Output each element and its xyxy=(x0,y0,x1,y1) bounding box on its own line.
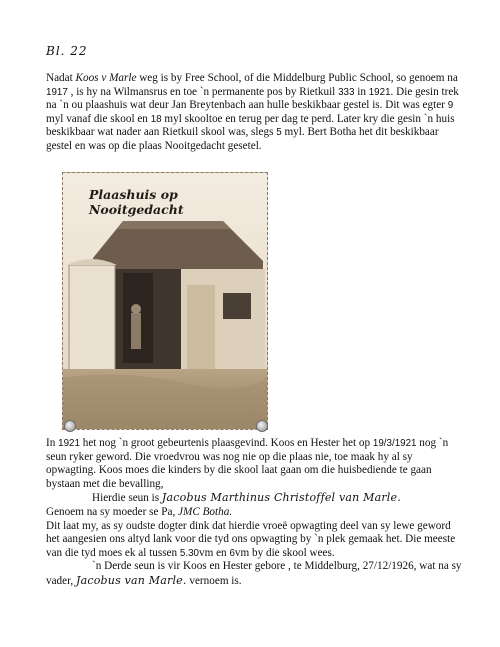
text: myl vanaf die skool en xyxy=(46,112,151,125)
text: Nadat xyxy=(46,72,76,84)
number: 333 xyxy=(338,86,355,98)
page-heading: Bl. 22 xyxy=(46,44,88,58)
year: 1921 xyxy=(368,86,391,98)
paragraph-1 xyxy=(46,72,464,154)
text: vernoem is. xyxy=(186,574,242,587)
paragraph-2 xyxy=(46,437,464,589)
script-name: Jacobus Marthinus Christoffel van Marle. xyxy=(161,491,401,505)
time: 6 xyxy=(229,547,235,559)
text: in xyxy=(354,85,369,98)
text: `n Derde seun is vir Koos en Hester gebore , te Middelburg, 27/12/1926, wat na sy vader, xyxy=(46,560,462,587)
number: 5 xyxy=(276,127,282,139)
farmhouse-photo xyxy=(62,172,268,430)
text: Dit laat my, as sy oudste dogter dink dat hierdie vroeë opwagting deel van sy lewe geword het aangesien ons altyd lank voor die tyd ons opwagting by `n plek gemaak het. Die meeste van die tyd moes ek al tussen xyxy=(46,519,456,559)
number: 18 xyxy=(150,113,162,125)
pin-icon xyxy=(64,420,76,432)
text: . Die gesin trek na `n ou plaashuis wat deur Jan Breytenbach aan hulle beskikbaar gestel is. Dit was egter xyxy=(46,85,459,112)
date: 19/3/1921 xyxy=(372,438,417,449)
text: het nog `n groot gebeurtenis plaasgevind. Koos en Hester het op xyxy=(79,437,373,449)
photo-caption: Plaashuis op Nooitgedacht xyxy=(89,187,184,217)
text: myl skooltoe en terug per dag te perd. Later kry die gesin `n huis beskikbaar wat nader aan Rietkuil skool was, slegs xyxy=(46,112,455,139)
text: vm en xyxy=(199,546,230,559)
text: Genoem na sy moeder se Pa, xyxy=(46,505,179,518)
number: 9 xyxy=(447,100,454,112)
text: myl. Bert Botha het dit beskikbaar gestel en was op die plaas Nooitgedacht gesetel. xyxy=(46,126,439,152)
text: weg is by Free School, of die Middelburg Public School, so genoem na xyxy=(136,72,458,84)
year: 1917 xyxy=(46,86,68,98)
year: 1921 xyxy=(58,438,80,449)
pin-icon xyxy=(256,420,268,432)
italic-name: JMC Botha. xyxy=(178,505,233,518)
photo-frame xyxy=(62,172,268,430)
text: Hierdie seun is xyxy=(92,492,162,505)
text: , is hy na Wilmansrus en toe `n permanente pos by Rietkuil xyxy=(67,85,339,98)
time: 5.30 xyxy=(179,547,199,559)
italic-name: Koos v Marle xyxy=(75,72,137,84)
script-name: Jacobus van Marle. xyxy=(76,573,187,587)
text: In xyxy=(46,437,59,449)
text: vm by die skool wees. xyxy=(234,546,335,559)
text: nog `n seun ryker geword. Die vroedvrou was nog nie op die plaas nie, toe maak hy al sy opwagting. Koos moes die kinders by die skool laat gaan om die huisbediende te gaan bystaan met die bevalling, xyxy=(46,437,449,490)
